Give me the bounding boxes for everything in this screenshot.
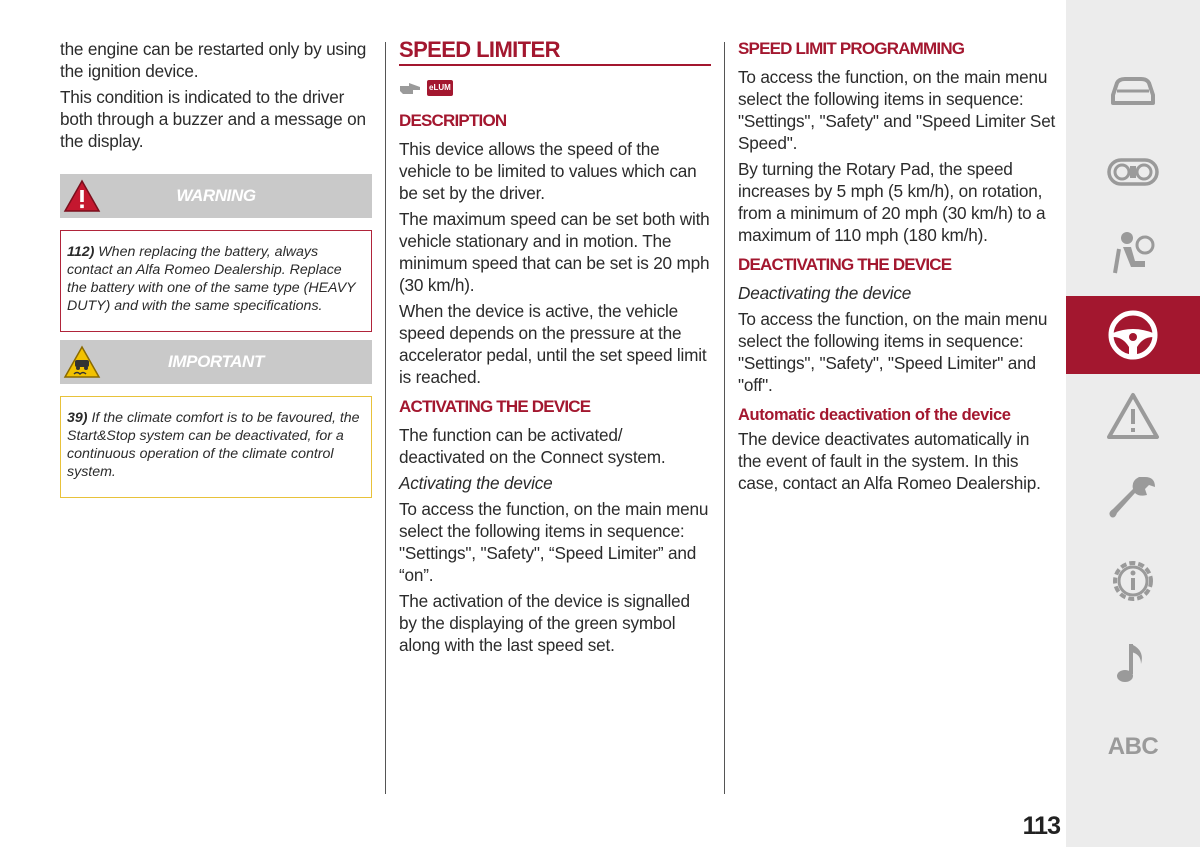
warning-triangle-icon <box>1105 389 1161 445</box>
middle-column <box>399 38 711 660</box>
left-column <box>60 38 372 498</box>
paragraph: When the device is active, the vehicle speed depends on the pressure at the accelerator pedal, until the set speed limit is reached. <box>399 301 707 387</box>
sidebar-item-index[interactable] <box>1066 708 1200 786</box>
important-note <box>60 396 372 498</box>
page-number: 113 <box>1022 812 1060 840</box>
note-number: 39) <box>67 410 88 426</box>
trim-tag-row <box>399 76 711 100</box>
paragraph: By turning the Rotary Pad, the speed increases by 5 mph (5 km/h), on rotation, from a minimum of 20 mph (30 km/h) to a maximum of 110 mph (180 km/h). <box>738 159 1046 245</box>
elum-badge: eLUM <box>427 80 453 96</box>
paragraph: This device allows the speed of the vehicle to be limited to values which can be set by the driver. <box>399 139 697 203</box>
important-banner <box>60 340 372 384</box>
column-divider <box>724 42 725 794</box>
description-heading: DESCRIPTION <box>399 111 507 130</box>
dashboard-icon <box>1105 144 1161 200</box>
note-text: When replacing the battery, always contact an Alfa Romeo Dealership. Replace the battery with one of the same type (HEAVY DUTY) and with the same specifications. <box>67 244 356 314</box>
auto-deactivation-heading: Automatic deactivation of the device <box>738 406 1011 424</box>
sidebar-item-safety[interactable] <box>1066 214 1200 292</box>
sidebar-item-maintenance[interactable] <box>1066 460 1200 538</box>
note-number: 112) <box>67 244 95 260</box>
paragraph: This condition is indicated to the driver both through a buzzer and a message on the display. <box>60 87 366 151</box>
sidebar-item-warnings[interactable] <box>1066 378 1200 456</box>
pointing-hand-icon <box>399 81 421 95</box>
paragraph: To access the function, on the main menu select the following items in sequence: "Settings", "Safety" and "Speed Limiter Set Speed". <box>738 67 1056 153</box>
abc-index-label: ABC <box>1107 733 1159 760</box>
airbag-icon <box>1105 225 1161 281</box>
important-label: IMPORTANT <box>168 352 264 371</box>
deactivating-heading: DEACTIVATING THE DEVICE <box>738 255 952 274</box>
right-column <box>738 38 1056 498</box>
paragraph: the engine can be restarted only by using the ignition device. <box>60 39 367 81</box>
italic-subheading: Activating the device <box>399 473 553 493</box>
paragraph: To access the function, on the main menu select the following items in sequence: "Settings", "Safety", "Speed Limiter" and "off". <box>738 309 1048 395</box>
programming-heading: SPEED LIMIT PROGRAMMING <box>738 39 965 58</box>
sidebar-item-dashboard[interactable] <box>1066 133 1200 211</box>
column-divider <box>385 42 386 794</box>
sidebar-item-car[interactable] <box>1066 50 1200 128</box>
italic-subheading: Deactivating the device <box>738 283 912 303</box>
paragraph: The function can be activated/ deactivated on the Connect system. <box>399 425 666 467</box>
note-text: If the climate comfort is to be favoured, the Start&Stop system can be deactivated, for a continuous operation of the climate control system. <box>67 410 360 480</box>
car-icon <box>1105 61 1161 117</box>
paragraph: The activation of the device is signalled by the displaying of the green symbol along with the last speed set. <box>399 591 690 655</box>
music-note-icon <box>1105 636 1161 692</box>
sidebar-item-multimedia[interactable] <box>1066 625 1200 703</box>
wrench-icon <box>1105 471 1161 527</box>
paragraph: The maximum speed can be set both with vehicle stationary and in motion. The minimum speed that can be set is 20 mph (30 km/h). <box>399 209 710 295</box>
warning-note <box>60 230 372 332</box>
warning-label: WARNING <box>176 186 256 205</box>
sidebar-item-driving[interactable] <box>1066 296 1200 374</box>
info-gear-icon <box>1105 553 1161 609</box>
paragraph: To access the function, on the main menu select the following items in sequence: "Settings", "Safety", “Speed Limiter” and “on”. <box>399 499 709 585</box>
steering-wheel-icon <box>1105 307 1161 363</box>
activating-heading: ACTIVATING THE DEVICE <box>399 397 591 416</box>
chapter-sidebar <box>1066 0 1200 847</box>
section-title: SPEED LIMITER <box>399 38 711 66</box>
warning-banner <box>60 174 372 218</box>
paragraph: The device deactivates automatically in the event of fault in the system. In this case, contact an Alfa Romeo Dealership. <box>738 429 1041 493</box>
sidebar-item-technical[interactable] <box>1066 542 1200 620</box>
